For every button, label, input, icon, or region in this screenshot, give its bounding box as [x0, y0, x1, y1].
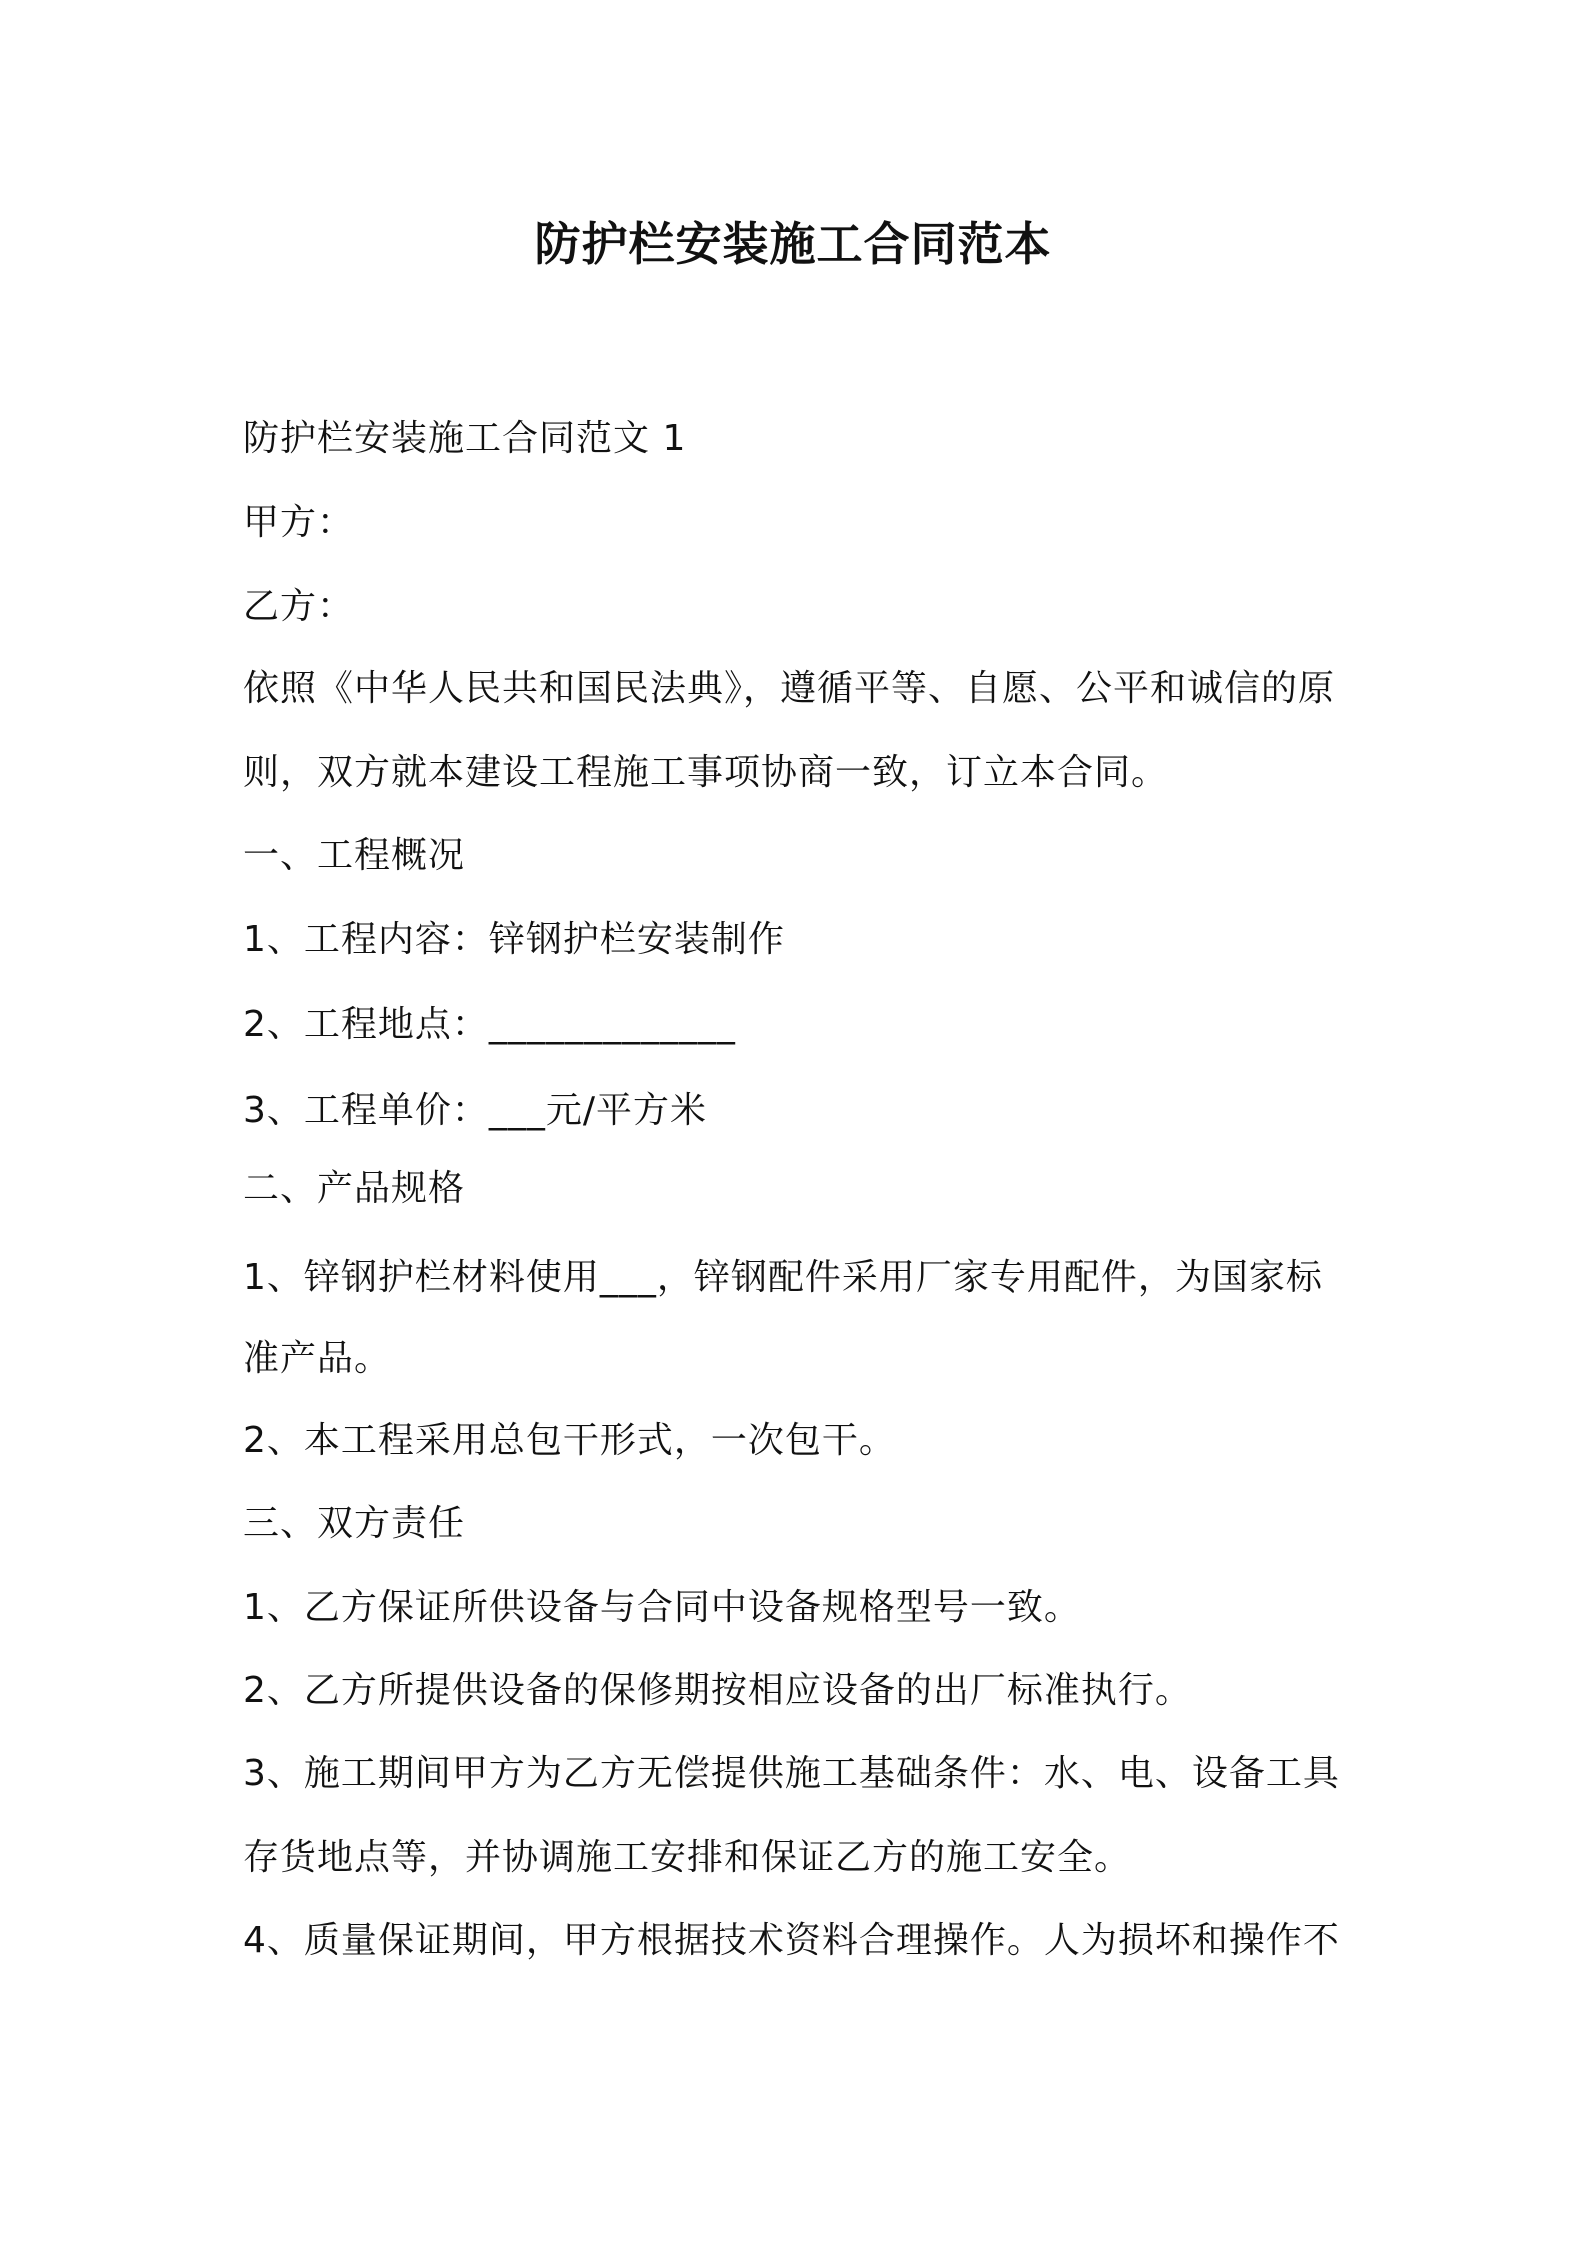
section-2-heading: 二、产品规格	[243, 1168, 466, 1209]
party-b-label: 乙方：	[243, 586, 355, 627]
clause-3-3-line-2: 存货地点等，并协调施工安排和保证乙方的施工安全。	[243, 1837, 1132, 1878]
clause-3-1: 1、乙方保证所供设备与合同中设备规格型号一致。	[243, 1587, 1081, 1628]
clause-1-2: 2、工程地点：_____________	[243, 1004, 736, 1045]
party-a-label: 甲方：	[243, 502, 355, 543]
clause-2-1-line-1: 1、锌钢护栏材料使用___，锌钢配件采用厂家专用配件，为国家标	[243, 1257, 1323, 1298]
section-1-heading: 一、工程概况	[243, 835, 466, 876]
clause-3-4-line-1: 4、质量保证期间，甲方根据技术资料合理操作。人为损坏和操作不	[243, 1920, 1340, 1961]
clause-2-2: 2、本工程采用总包干形式，一次包干。	[243, 1420, 896, 1461]
clause-1-1: 1、工程内容：锌钢护栏安装制作	[243, 919, 785, 960]
contract-subtitle: 防护栏安装施工合同范文 1	[243, 418, 687, 459]
clause-3-2: 2、乙方所提供设备的保修期按相应设备的出厂标准执行。	[243, 1670, 1192, 1711]
clause-1-3: 3、工程单价：___元/平方米	[243, 1090, 708, 1131]
preamble-line-1: 依照《中华人民共和国民法典》，遵循平等、自愿、公平和诚信的原	[243, 668, 1336, 709]
document-title: 防护栏安装施工合同范本	[534, 217, 1052, 271]
preamble-line-2: 则，双方就本建设工程施工事项协商一致，订立本合同。	[243, 752, 1169, 793]
section-3-heading: 三、双方责任	[243, 1503, 466, 1544]
clause-2-1-line-2: 准产品。	[243, 1338, 392, 1379]
clause-3-3-line-1: 3、施工期间甲方为乙方无偿提供施工基础条件：水、电、设备工具	[243, 1753, 1340, 1794]
